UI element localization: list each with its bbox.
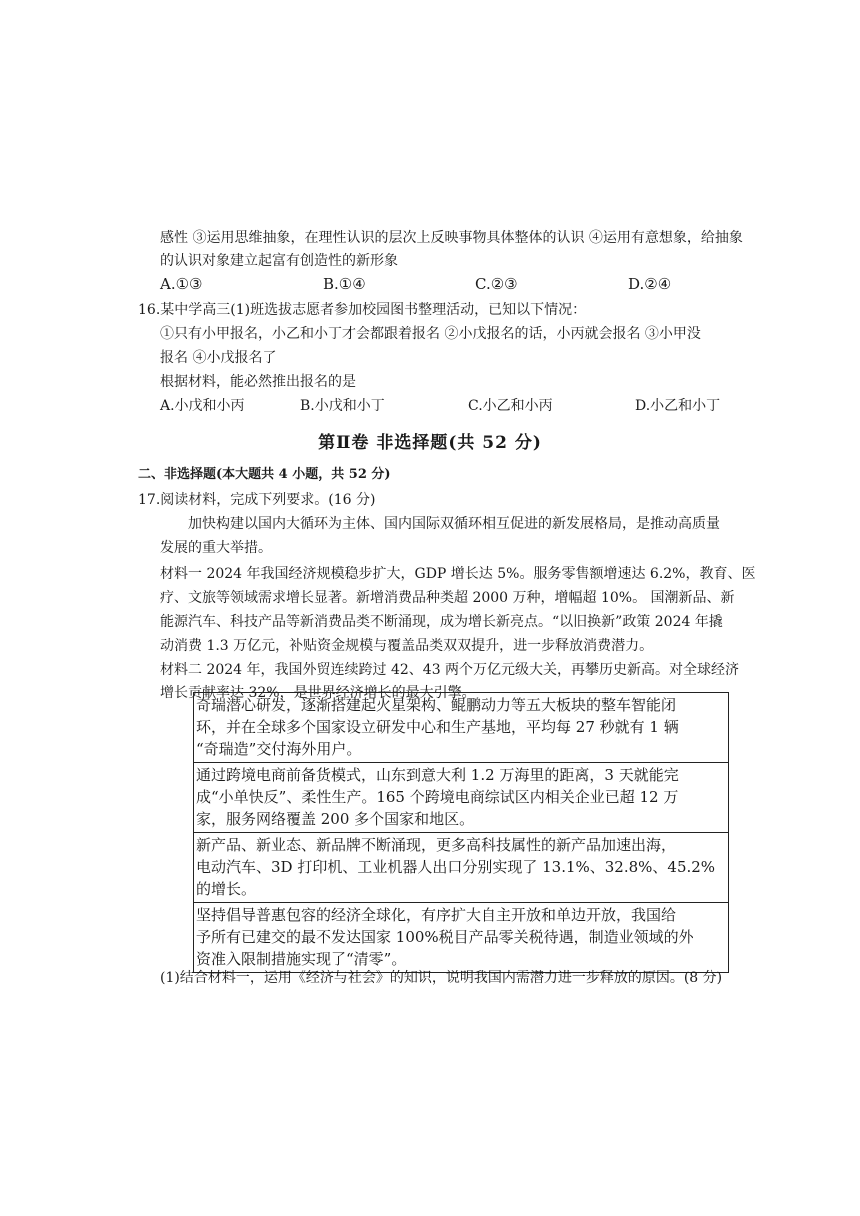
q15-option-d: D.②④ <box>628 275 672 293</box>
q16-stem: 16.某中学高三(1)班选拔志愿者参加校园图书整理活动，已知以下情况： <box>138 302 587 318</box>
q15-text-line-1: 感性 ③运用思维抽象，在理性认识的层次上反映事物具体整体的认识 ④运用有意想象，给抽象 <box>160 230 743 246</box>
q16-option-c: C.小乙和小丙 <box>468 398 553 414</box>
q16-option-d: D.小乙和小丁 <box>635 398 721 414</box>
table-row <box>194 763 728 833</box>
material1-line-4: 动消费 1.3 万亿元，补贴资金规模与覆盖品类双双提升，进一步释放消费潜力。 <box>160 638 654 654</box>
q16-condition-line-2: 报名 ④小戊报名了 <box>160 350 277 366</box>
q15-option-c: C.②③ <box>475 275 518 293</box>
table-cell-line: 奇瑞潜心研发，逐渐搭建起火星架构、鲲鹏动力等五大板块的整车智能闭 <box>196 696 677 714</box>
table-cell-line: 成“小单快反”、柔性生产。165 个跨境电商综试区内相关企业已超 12 万 <box>196 788 679 806</box>
table-cell-line: 的增长。 <box>196 880 257 898</box>
table-row <box>194 833 728 903</box>
table-row <box>194 693 728 763</box>
material1-line-3: 能源汽车、科技产品等新消费品类不断涌现，成为增长新亮点。“以旧换新”政策 2024 年撬 <box>160 614 723 630</box>
q17-intro-line-1: 加快构建以国内大循环为主体、国内国际双循环相互促进的新发展格局，是推动高质量 <box>188 516 720 532</box>
table-cell-line: 坚持倡导普惠包容的经济全球化，有序扩大自主开放和单边开放，我国给 <box>196 906 677 924</box>
material1-line-1: 材料一 2024 年我国经济规模稳步扩大，GDP 增长达 5%。服务零售额增速达 6.2%，教育、医 <box>160 566 756 582</box>
table-cell-line: 通过跨境电商前备货模式，山东到意大利 1.2 万海里的距离，3 天就能完 <box>196 766 679 784</box>
table-cell-line: “奇瑞造”交付海外用户。 <box>196 740 362 758</box>
q15-text-line-2: 的认识对象建立起富有创造性的新形象 <box>160 253 398 269</box>
table-cell-line: 家，服务网络覆盖 200 多个国家和地区。 <box>196 810 475 828</box>
section-title: 第Ⅱ卷 非选择题(共 52 分) <box>318 433 542 453</box>
part2-heading: 二、非选择题(本大题共 4 小题，共 52 分) <box>138 467 391 482</box>
material2-line-2: 增长贡献率达 32%，是世界经济增长的最大引擎。 <box>160 685 476 701</box>
material2-table <box>193 692 729 973</box>
table-row <box>194 903 728 972</box>
q15-option-a: A.①③ <box>160 275 203 293</box>
material1-line-2: 疗、文旅等领域需求增长显著。新增消费品种类超 2000 万种，增幅超 10%。 国潮新品、新 <box>160 590 735 606</box>
q17-stem: 17.阅读材料，完成下列要求。(16 分) <box>138 492 376 508</box>
table-cell-line: 予所有已建交的最不发达国家 100%税目产品零关税待遇，制造业领域的外 <box>196 928 694 946</box>
table-cell-line: 新产品、新业态、新品牌不断涌现，更多高科技属性的新产品加速出海， <box>196 836 677 854</box>
q16-condition-line-1: ①只有小甲报名，小乙和小丁才会都跟着报名 ②小戊报名的话，小丙就会报名 ③小甲没 <box>160 326 701 342</box>
q16-option-b: B.小戊和小丁 <box>300 398 385 414</box>
table-cell-line: 环，并在全球多个国家设立研发中心和生产基地，平均每 27 秒就有 1 辆 <box>196 718 679 736</box>
table-cell-line: 资准入限制措施实现了“清零”。 <box>196 950 407 968</box>
q17-intro-line-2: 发展的重大举措。 <box>160 540 272 556</box>
table-cell-line: 电动汽车、3D 打印机、工业机器人出口分别实现了 13.1%、32.8%、45.2% <box>196 858 716 876</box>
q16-question: 根据材料，能必然推出报名的是 <box>160 374 356 390</box>
material2-line-1: 材料二 2024 年，我国外贸连续跨过 42、43 两个万亿元级大关，再攀历史新高。对全球经济 <box>160 662 740 678</box>
q15-option-b: B.①④ <box>323 275 366 293</box>
q17-subquestion-1: (1)结合材料一，运用《经济与社会》的知识，说明我国内需潜力进一步释放的原因。(8 分) <box>160 970 723 986</box>
q16-option-a: A.小戊和小丙 <box>160 398 245 414</box>
